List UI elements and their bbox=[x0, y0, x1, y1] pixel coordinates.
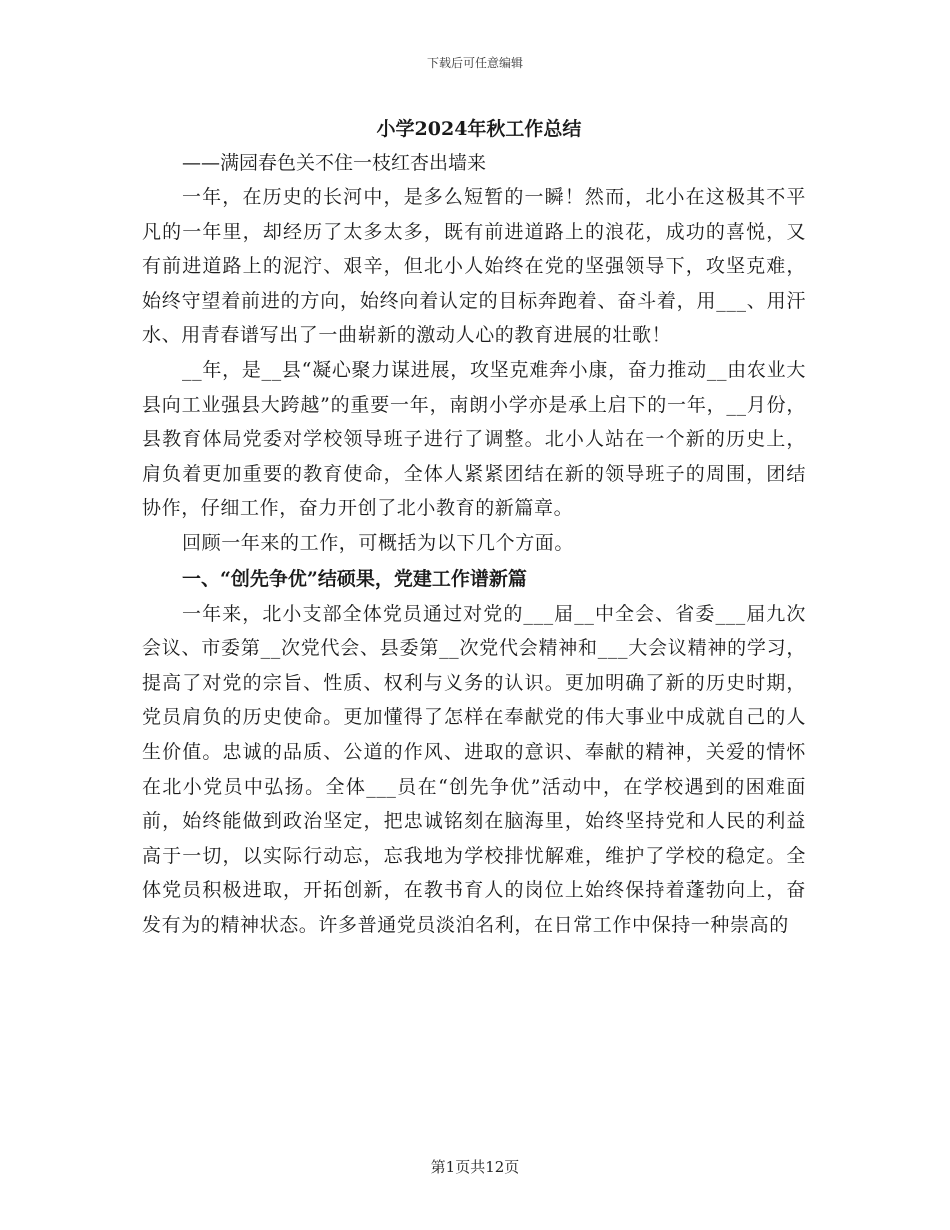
document-title: 小学2024年秋工作总结 bbox=[376, 118, 582, 140]
section-heading-1: 一、“创先争优”结硕果，党建工作谱新篇 bbox=[182, 567, 527, 590]
paragraph-year: __年，是__县“凝心聚力谋进展，攻坚克难奔小康，奋力推动__由农业大县向工业强县大跨越”的重要一年，南朗小学亦是承上启下的一年，__月份，县教育体局党委对学校领导班子进行了调整。北小人站在一个新的历史上，肩负着更加重要的教育使命，全体人紧紧团结在新的领导班子的周围，团结协作，仔细工作，奋力开创了北小教育的新篇章。 bbox=[142, 358, 806, 520]
paragraph-review: 回顾一年来的工作，可概括为以下几个方面。 bbox=[182, 531, 575, 554]
paragraph-intro: 一年，在历史的长河中，是多么短暂的一瞬！然而，北小在这极其不平凡的一年里，却经历了太多太多，既有前进道路上的浪花，成功的喜悦，又有前进道路上的泥泞、艰辛，但北小人始终在党的坚强领导下，攻坚克难，始终守望着前进的方向，始终向着认定的目标奔跑着、奋斗着，用___、用汗水、用青春谱写出了一曲崭新的激动人心的教育进展的壮歌！ bbox=[142, 186, 806, 347]
document-body bbox=[142, 112, 806, 942]
header-note: 下载后可任意编辑 bbox=[426, 56, 523, 70]
page-number: 第1页共12页 bbox=[430, 1158, 520, 1176]
paragraph-party-building: 一年来，北小支部全体党员通过对党的___届__中全会、省委___届九次会议、市委第__次党代会、县委第__次党代会精神和___大会议精神的学习，提高了对党的宗旨、性质、权利与义务的认识。更加明确了新的历史时期，党员肩负的历史使命。更加懂得了怎样在奉献党的伟大事业中成就自己的人生价值。忠诚的品质、公道的作风、进取的意识、奉献的精神，关爱的情怀在北小党员中弘扬。全体___员在“创先争优”活动中，在学校遇到的困难面前，始终能做到政治坚定，把忠诚铭刻在脑海里，始终坚持党和人民的利益高于一切，以实际行动忘，忘我地为学校排忧解难，维护了学校的稳定。全体党员积极进取，开拓创新，在教书育人的岗位上始终保持着蓬勃向上，奋发有为的精神状态。许多普通党员淡泊名利，在日常工作中保持一种崇高的 bbox=[142, 602, 806, 936]
document-subtitle: ——满园春色关不住一枝红杏出墙来 bbox=[182, 152, 487, 174]
